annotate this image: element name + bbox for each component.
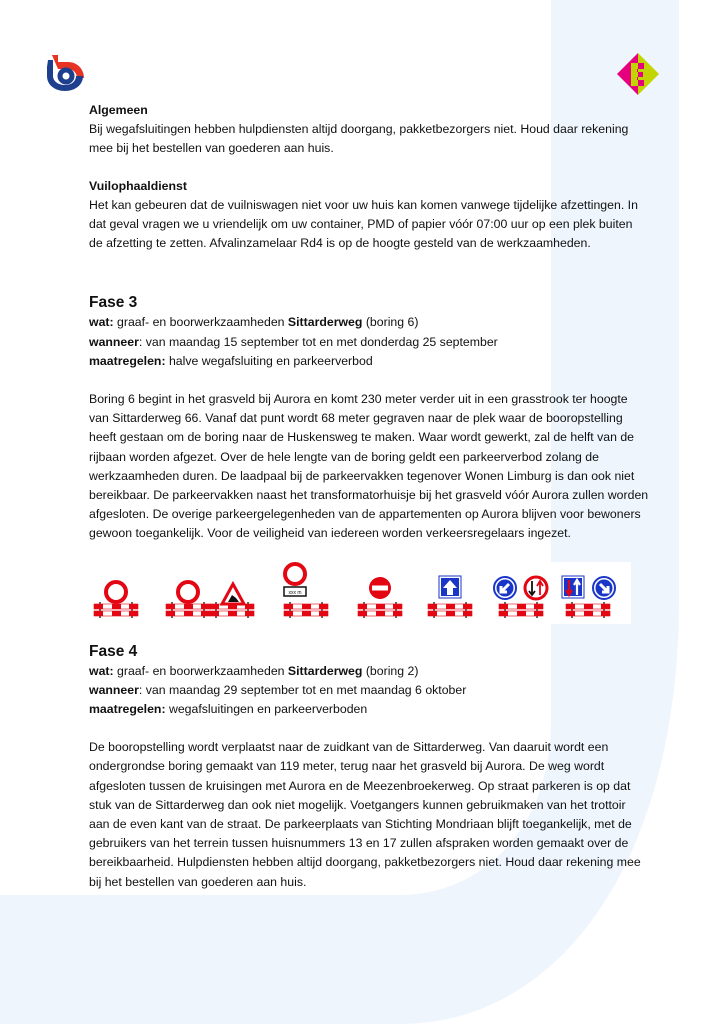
wat-suffix: (boring 2) — [362, 663, 419, 678]
fase3-wat-line — [89, 313, 649, 332]
sign-keep-left-priority-oncoming — [494, 577, 547, 618]
fase4-wanneer-line — [89, 681, 649, 700]
section-heading-algemeen: Algemeen — [89, 103, 148, 117]
wat-label: wat: — [89, 315, 114, 330]
traffic-signs-svg — [86, 562, 631, 624]
ta-logo-icon — [44, 52, 86, 92]
sign-one-way — [428, 576, 472, 618]
paragraph-algemeen: Bij wegafsluitingen hebben hulpdiensten altijd doorgang, pakketbezorgers niet. Houd daar rekening mee bij het bestellen van goederen aan huis. — [89, 122, 629, 156]
maatregelen-label: maatregelen: — [89, 353, 166, 368]
wanneer-text: : van maandag 29 september tot en met maandag 6 oktober — [138, 682, 467, 697]
maatregelen-text: wegafsluitingen en parkeerverboden — [165, 702, 368, 717]
wanneer-text: : van maandag 15 september tot en met donderdag 25 september — [138, 334, 498, 349]
wanneer-label: wanneer — [89, 682, 139, 697]
fase3-wanneer-line — [89, 333, 649, 352]
sign-closed-road-distance — [284, 564, 328, 618]
street-name: Sittarderweg — [287, 663, 363, 678]
sign-closed-road-roadworks — [166, 582, 254, 618]
paragraph-vuilophaaldienst: Het kan gebeuren dat de vuilniswagen niet voor uw huis kan komen vanwege tijdelijke afzettingen. In dat geval vragen we u vriendelijk om uw container, PMD of papier vóór 07:00 uur op een plek buiten de afzetting te zetten. Afvalinzamelaar Rd4 is op de hoogte gesteld van de werkzaamheden. — [89, 197, 638, 251]
wat-suffix: (boring 6) — [362, 315, 419, 330]
section-heading-vuilophaaldienst: Vuilophaaldienst — [89, 178, 187, 193]
paragraph-fase-4: De booropstelling wordt verplaatst naar de zuidkant van de Sittarderweg. Van daaruit wordt een ondergrondse boring gemaakt van 119 meter, terug naar het grasveld bij Aurora. De weg wordt afgesloten tussen de kruisingen met Aurora en de Meezenbroekerweg. Op straat parkeren is op dat stuk van de Sittarderweg dan ook niet mogelijk. Voetgangers kunnen gebruikmaken van het trottoir aan de even kant van de straat. De parkeerplaats van Stichting Mondriaan blijft toegankelijk, met de gebruikers van het terrein tussen huisnummers 13 en 17 zullen afspraken worden gemaakt over de bereikbaarheid. Hulpdiensten hebben altijd doorgang, pakketbezorgers niet. Houd daar rekening mee bij het bestellen van goederen aan huis. — [89, 740, 641, 889]
heading-fase-4: Fase 4 — [89, 642, 138, 660]
street-name: Sittarderweg — [287, 315, 363, 330]
sign-priority-over-oncoming-keep-right — [562, 576, 615, 618]
wanneer-label: wanneer — [89, 334, 139, 349]
wat-text: graaf- en boorwerkzaamheden — [113, 315, 288, 330]
fase3-maatregelen-line — [89, 352, 649, 371]
sign-closed-road — [94, 582, 138, 618]
distance-plate-text: xxx m — [288, 589, 302, 596]
sign-no-entry — [358, 577, 402, 618]
traffic-signs-illustration — [86, 562, 631, 624]
fase4-wat-line — [89, 662, 649, 681]
maatregelen-text: halve wegafsluiting en parkeerverbod — [165, 353, 373, 368]
maatregelen-label: maatregelen: — [89, 702, 166, 717]
heading-fase-3: Fase 3 — [89, 294, 138, 312]
document-body — [89, 101, 649, 892]
fase4-maatregelen-line — [89, 700, 649, 719]
paragraph-fase-3: Boring 6 begint in het grasveld bij Aurora en komt 230 meter verder uit in een grasstrook ter hoogte van Sittarderweg 66. Vanaf dat punt wordt 68 meter gegraven naar de plek waar de booropstelling heeft gestaan om de boring naar de Huskensweg te maken. Waar wordt gewerkt, zal de helft van de rijbaan worden afgezet. Over de hele lengte van de boring geldt een parkeerverbod zolang de werkzaamheden duren. De laadpaal bij de parkeervakken tegenover Wonen Limburg is dan ook niet bereikbaar. De parkeervakken naast het transformatorhuisje bij het grasveld vóór Aurora zullen worden afgesloten. De overige parkeergelegenheden van de appartementen op Aurora blijven voor bewoners gewoon toegankelijk. Voor de veiligheid van iedereen worden verkeersregelaars ingezet. — [89, 392, 649, 541]
e-diamond-logo-icon — [616, 52, 660, 96]
wat-label: wat: — [89, 663, 114, 678]
wat-text: graaf- en boorwerkzaamheden — [113, 663, 288, 678]
